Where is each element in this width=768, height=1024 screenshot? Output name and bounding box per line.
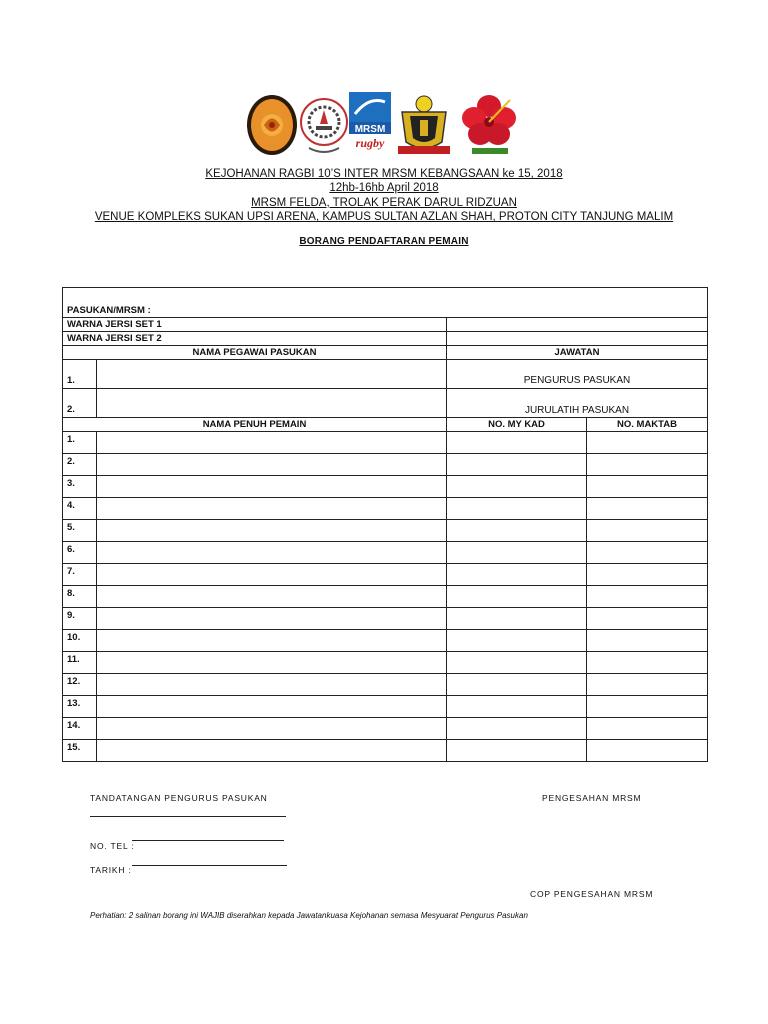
player-name-field[interactable] [97, 520, 447, 542]
logo-strip [244, 92, 524, 158]
player-name-field[interactable] [97, 542, 447, 564]
svg-text:rugby: rugby [355, 136, 385, 150]
players-header-row [63, 418, 708, 432]
player-number: 6. [63, 542, 97, 564]
player-name-field[interactable] [97, 476, 447, 498]
mykad-field[interactable] [447, 454, 587, 476]
maktab-field[interactable] [587, 630, 708, 652]
mykad-field[interactable] [447, 586, 587, 608]
maktab-field[interactable] [587, 432, 708, 454]
player-row [63, 740, 708, 762]
player-number: 7. [63, 564, 97, 586]
player-name-field[interactable] [97, 586, 447, 608]
jersey2-field[interactable] [447, 332, 708, 346]
player-number: 5. [63, 520, 97, 542]
official-number: 2. [63, 389, 97, 418]
player-row [63, 696, 708, 718]
official-row [63, 360, 708, 389]
event-host: MRSM FELDA, TROLAK PERAK DARUL RIDZUAN [251, 196, 517, 209]
player-rows [63, 432, 708, 762]
mykad-field[interactable] [447, 432, 587, 454]
maktab-field[interactable] [587, 674, 708, 696]
player-number: 13. [63, 696, 97, 718]
maktab-field[interactable] [587, 740, 708, 762]
official-name-field[interactable] [97, 389, 447, 418]
player-number: 4. [63, 498, 97, 520]
player-number: 8. [63, 586, 97, 608]
maktab-field[interactable] [587, 454, 708, 476]
mykad-field[interactable] [447, 696, 587, 718]
maktab-field[interactable] [587, 586, 708, 608]
mykad-field[interactable] [447, 740, 587, 762]
gear-crest-logo [299, 92, 349, 158]
player-row [63, 718, 708, 740]
position-header: JAWATAN [447, 346, 708, 360]
player-name-field[interactable] [97, 564, 447, 586]
note-text: Perhatian: 2 salinan borang ini WAJIB diserahkan kepada Jawatankuasa Kejohanan semasa Mesyuarat Pengurus Pasukan [90, 911, 528, 920]
mykad-field[interactable] [447, 542, 587, 564]
player-row [63, 476, 708, 498]
player-number: 15. [63, 740, 97, 762]
player-row [63, 498, 708, 520]
mara-crest-logo [394, 92, 454, 158]
maktab-field[interactable] [587, 520, 708, 542]
player-row [63, 586, 708, 608]
jersey2-label: WARNA JERSI SET 2 [63, 332, 447, 346]
mykad-field[interactable] [447, 718, 587, 740]
jersey1-row [63, 318, 708, 332]
registration-table [62, 287, 708, 762]
mykad-field[interactable] [447, 652, 587, 674]
jersey2-row [63, 332, 708, 346]
player-name-field[interactable] [97, 454, 447, 476]
player-row [63, 542, 708, 564]
maktab-field[interactable] [587, 608, 708, 630]
player-number: 10. [63, 630, 97, 652]
player-number: 11. [63, 652, 97, 674]
event-title: KEJOHANAN RAGBI 10’S INTER MRSM KEBANGSAAN ke 15, 2018 [205, 168, 563, 180]
mykad-field[interactable] [447, 498, 587, 520]
official-position: JURULATIH PASUKAN [447, 389, 708, 418]
player-number: 14. [63, 718, 97, 740]
maktab-field[interactable] [587, 476, 708, 498]
player-row [63, 674, 708, 696]
officials-header-row [63, 346, 708, 360]
stamp-label: COP PENGESAHAN MRSM [530, 889, 654, 899]
player-name-field[interactable] [97, 718, 447, 740]
player-row [63, 652, 708, 674]
official-name-header: NAMA PEGAWAI PASUKAN [63, 346, 447, 360]
hibiscus-logo [458, 92, 520, 158]
official-name-field[interactable] [97, 360, 447, 389]
event-venue: VENUE KOMPLEKS SUKAN UPSI ARENA, KAMPUS SULTAN AZLAN SHAH, PROTON CITY TANJUNG MALIM [94, 211, 674, 224]
player-row [63, 564, 708, 586]
mykad-field[interactable] [447, 476, 587, 498]
mykad-field[interactable] [447, 630, 587, 652]
mykad-field[interactable] [447, 564, 587, 586]
player-row [63, 432, 708, 454]
player-name-field[interactable] [97, 608, 447, 630]
mykad-field[interactable] [447, 674, 587, 696]
player-row [63, 520, 708, 542]
endorse-label: PENGESAHAN MRSM [542, 793, 642, 803]
player-number: 2. [63, 454, 97, 476]
team-row [63, 288, 708, 318]
official-position: PENGURUS PASUKAN [447, 360, 708, 389]
mykad-field[interactable] [447, 520, 587, 542]
tel-label: NO. TEL : [90, 841, 135, 851]
player-row [63, 454, 708, 476]
form-title: BORANG PENDAFTARAN PEMAIN [299, 236, 469, 247]
mykad-field[interactable] [447, 608, 587, 630]
mrsm-rugby-logo [349, 92, 391, 152]
rugby-federation-orange-logo [244, 92, 300, 158]
player-row [63, 630, 708, 652]
jersey1-label: WARNA JERSI SET 1 [63, 318, 447, 332]
maktab-field[interactable] [587, 718, 708, 740]
player-name-field[interactable] [97, 652, 447, 674]
player-name-field[interactable] [97, 630, 447, 652]
player-name-field[interactable] [97, 696, 447, 718]
event-header [0, 167, 768, 225]
mykad-header: NO. MY KAD [447, 418, 587, 432]
event-date: 12hb-16hb April 2018 [329, 182, 439, 195]
official-number: 1. [63, 360, 97, 389]
date-field[interactable] [132, 865, 287, 866]
maktab-field[interactable] [587, 542, 708, 564]
svg-text:MRSM: MRSM [354, 124, 386, 135]
team-label[interactable]: PASUKAN/MRSM : [63, 288, 708, 318]
maktab-field[interactable] [587, 696, 708, 718]
player-number: 1. [63, 432, 97, 454]
maktab-field[interactable] [587, 652, 708, 674]
jersey1-field[interactable] [447, 318, 708, 332]
date-label: TARIKH : [90, 865, 132, 875]
maktab-field[interactable] [587, 564, 708, 586]
player-number: 3. [63, 476, 97, 498]
player-name-field[interactable] [97, 498, 447, 520]
player-number: 9. [63, 608, 97, 630]
official-row [63, 389, 708, 418]
player-row [63, 608, 708, 630]
tel-field[interactable] [132, 840, 284, 841]
maktab-header: NO. MAKTAB [587, 418, 708, 432]
player-name-field[interactable] [97, 432, 447, 454]
player-number: 12. [63, 674, 97, 696]
signature-label: TANDATANGAN PENGURUS PASUKAN [90, 793, 268, 803]
player-name-header: NAMA PENUH PEMAIN [63, 418, 447, 432]
maktab-field[interactable] [587, 498, 708, 520]
player-name-field[interactable] [97, 674, 447, 696]
signature-line[interactable] [90, 816, 286, 817]
player-name-field[interactable] [97, 740, 447, 762]
